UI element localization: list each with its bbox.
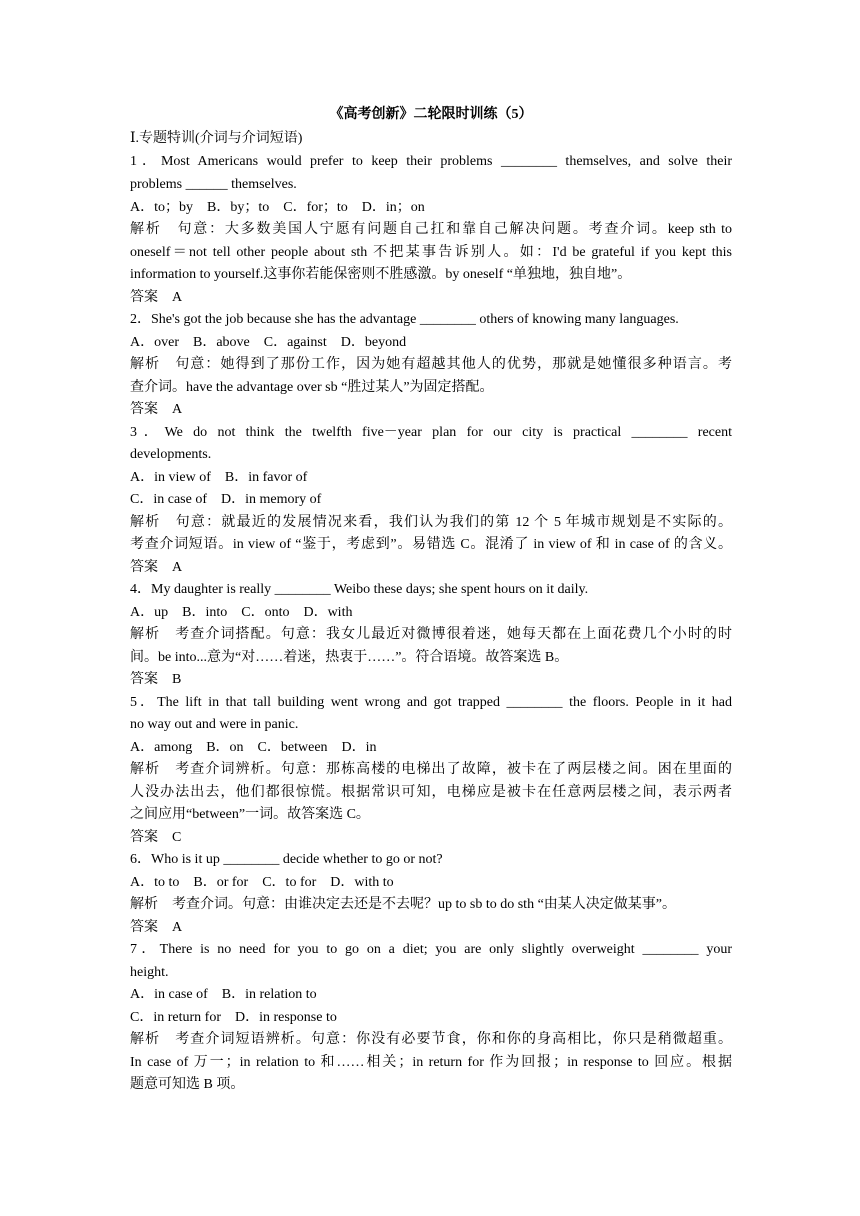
text-line: In case of 万一；in relation to 和……相关；in return for 作为回报；in response to 回应。根据: [130, 1055, 732, 1070]
text-line: 答案 A: [130, 560, 183, 575]
text-line: 3．We do not think the twelfth five－year plan for our city is practical ________ recent: [130, 425, 732, 440]
text-line: 6．Who is it up ________ decide whether to go or not?: [130, 852, 443, 867]
text-line: 解析 考查介词。句意：由谁决定去还是不去呢？up to sb to do sth “由某人决定做某事”。: [130, 897, 676, 912]
text-line: no way out and were in panic.: [130, 717, 299, 732]
text-line: 间。be into...意为“对……着迷，热衷于……”。符合语境。故答案选 B。: [130, 650, 569, 665]
text-line: 解析 句意：她得到了那份工作，因为她有超越其他人的优势，那就是她懂很多种语言。考: [130, 357, 732, 372]
text-line: 1．Most Americans would prefer to keep their problems ________ themselves, and solve their: [130, 154, 732, 169]
text-line: A．to；by B．by；to C．for；to D．in；on: [130, 200, 425, 215]
text-line: information to yourself.这事你若能保密则不胜感激。by oneself “单独地，独自地”。: [130, 267, 632, 282]
text-line: 5．The lift in that tall building went wrong and got trapped ________ the floors. People in it had: [130, 695, 732, 710]
text-line: A．over B．above C．against D．beyond: [130, 335, 407, 350]
text-line: 4．My daughter is really ________ Weibo these days; she spent hours on it daily.: [130, 582, 589, 597]
text-line: oneself＝not tell other people about sth 不把某事告诉别人。如：I'd be grateful if you kept this: [130, 245, 732, 260]
text-line: 答案 A: [130, 920, 183, 935]
text-line: A．to to B．or for C．to for D．with to: [130, 875, 394, 890]
text-line: 7．There is no need for you to go on a diet; you are only slightly overweight ________ your: [130, 942, 732, 957]
text-line: 之间应用“between”一词。故答案选 C。: [130, 807, 370, 822]
text-line: 查介词。have the advantage over sb “胜过某人”为固定搭配。: [130, 380, 494, 395]
text-line: problems ______ themselves.: [130, 177, 297, 192]
text-line: 答案 A: [130, 290, 183, 305]
text-line: 解析 考查介词搭配。句意：我女儿最近对微博很着迷，她每天都在上面花费几个小时的时: [130, 627, 732, 642]
text-line: 考查介词短语。in view of “鉴于，考虑到”。易错选 C。混淆了 in view of 和 in case of 的含义。: [130, 537, 732, 552]
section-heading: Ⅰ.专题特训(介词与介词短语): [130, 131, 303, 146]
text-line: developments.: [130, 447, 212, 462]
text-line: 解析 考查介词辨析。句意：那栋高楼的电梯出了故障，被卡在了两层楼之间。困在里面的: [130, 762, 732, 777]
text-line: 人没办法出去，他们都很惊慌。根据常识可知，电梯应是被卡在任意两层楼之间，表示两者: [130, 785, 732, 800]
page-title: 《高考创新》二轮限时训练（5）: [329, 107, 533, 122]
text-line: 题意可知选 B 项。: [130, 1077, 245, 1092]
text-line: 答案 C: [130, 830, 182, 845]
text-line: A．up B．into C．onto D．with: [130, 605, 353, 620]
text-line: 解析 考查介词短语辨析。句意：你没有必要节食，你和你的身高相比，你只是稍微超重。: [130, 1032, 732, 1047]
text-line: height.: [130, 965, 169, 980]
text-line: C．in case of D．in memory of: [130, 492, 322, 507]
text-line: A．among B．on C．between D．in: [130, 740, 377, 755]
text-line: 答案 A: [130, 402, 183, 417]
text-line: 解析 句意：就最近的发展情况来看，我们认为我们的第 12 个 5 年城市规划是不实际的。: [130, 515, 732, 530]
text-line: 2．She's got the job because she has the advantage ________ others of knowing many languages.: [130, 312, 679, 327]
text-line: C．in return for D．in response to: [130, 1010, 337, 1025]
text-line: A．in view of B．in favor of: [130, 470, 308, 485]
text-line: 解析 句意：大多数美国人宁愿有问题自己扛和靠自己解决问题。考查介词。keep sth to: [130, 222, 732, 237]
text-line: 答案 B: [130, 672, 182, 687]
text-line: A．in case of B．in relation to: [130, 987, 317, 1002]
